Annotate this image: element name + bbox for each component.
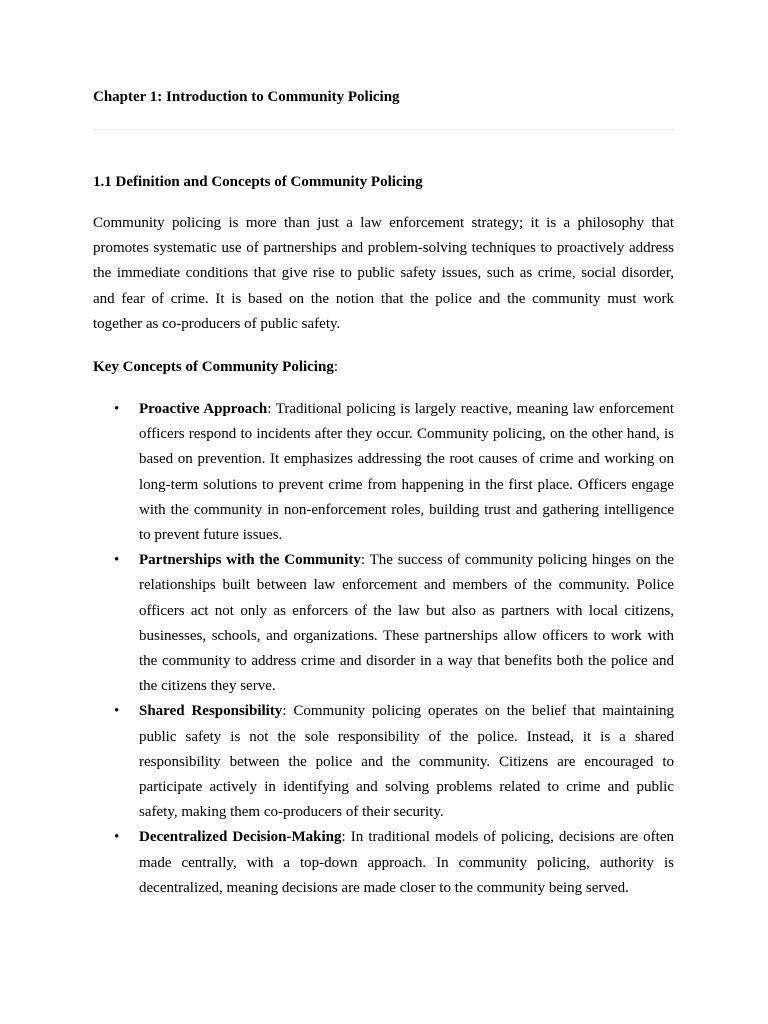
- bullet-icon: •: [114, 401, 120, 417]
- concept-text: Community policing operates on the belief that maintaining public safety is not the sole responsibility of the police. Instead, it is a shared responsibility between the police and the community. Citizens are encouraged to participate actively in identifying and solving problems related to crime and public safety, making them co-producers of their security.: [139, 703, 674, 821]
- list-item: [93, 699, 674, 825]
- concept-separator: :: [267, 401, 276, 417]
- list-item: [93, 825, 674, 901]
- list-item: [93, 397, 674, 548]
- bullet-icon: •: [114, 703, 120, 720]
- concept-separator: :: [282, 703, 294, 720]
- concept-separator: :: [341, 829, 351, 846]
- bullet-icon: •: [114, 829, 120, 846]
- concept-term: Proactive Approach: [139, 401, 268, 417]
- list-item: [93, 548, 674, 699]
- intro-paragraph: Community policing is more than just a law enforcement strategy; it is a philosophy that promotes systematic use of partnerships and problem-solving techniques to proactively address the immediate conditions that give rise to public safety issues, such as crime, social disorder, and fear of crime. It is based on the notion that the police and the community must work together as co-producers of public safety.: [93, 215, 674, 332]
- key-concepts-heading-colon: :: [333, 359, 338, 375]
- concept-separator: :: [360, 552, 370, 569]
- concept-term: Shared Responsibility: [139, 703, 283, 720]
- concept-text: The success of community policing hinges on the relationships built between law enforcement and members of the community. Police officers act not only as enforcers of the law but also as partners with local citizens, businesses, schools, and organizations. These partnerships allow officers to work with the community to address crime and disorder in a way that benefits both the police and the citizens they serve.: [139, 552, 674, 695]
- key-concepts-list: [93, 397, 674, 901]
- bullet-icon: •: [114, 552, 120, 569]
- concept-term: Partnerships with the Community: [139, 552, 361, 569]
- key-concepts-heading-text: Key Concepts of Community Policing: [93, 359, 334, 375]
- concept-text: In traditional models of policing, decisions are often made centrally, with a top-down approach. In community policing, authority is decentralized, meaning decisions are made closer to the community being served.: [139, 829, 675, 896]
- section-divider: [93, 129, 674, 130]
- chapter-title: Chapter 1: Introduction to Community Policing: [93, 89, 400, 105]
- key-concepts-heading: [93, 355, 338, 380]
- concept-text: Traditional policing is largely reactive, meaning law enforcement officers respond to incidents after they occur. Community policing, on the other hand, is based on prevention. It emphasizes addressing the root causes of crime and working on long-term solutions to prevent crime from happening in the first place. Officers engage with the community in non-enforcement roles, building trust and gathering intelligence to prevent future issues.: [139, 401, 674, 544]
- concept-term: Decentralized Decision-Making: [139, 829, 342, 846]
- section-title: 1.1 Definition and Concepts of Community Policing: [93, 174, 423, 190]
